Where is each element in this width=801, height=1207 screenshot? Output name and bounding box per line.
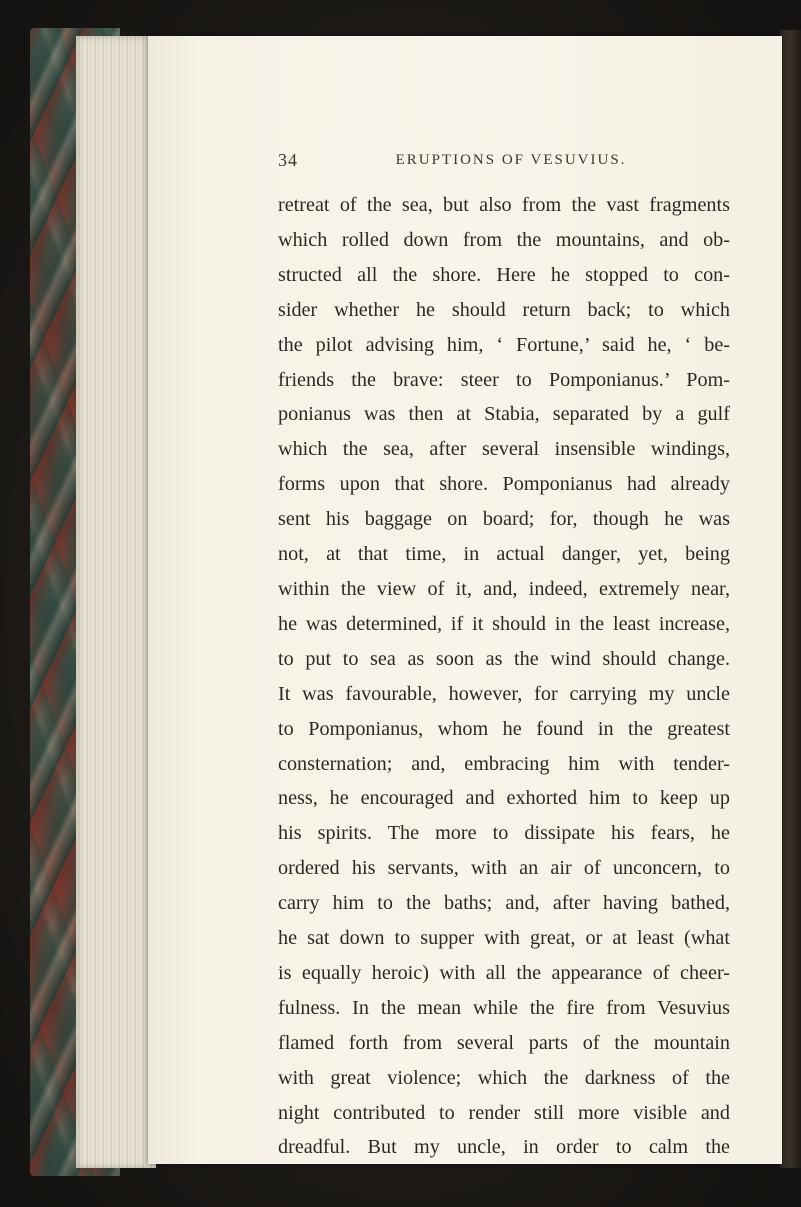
text-line: forms upon that shore. Pomponianus had already [278, 473, 730, 496]
text-line: within the view of it, and, indeed, extremely near, [278, 577, 730, 600]
text-line: retreat of the sea, but also from the vast fragments [278, 194, 730, 216]
running-head [278, 150, 730, 176]
text-line: consternation; and, embracing him with tender- [278, 752, 730, 775]
text-line: friends the brave: steer to Pomponianus.’ Pom- [278, 368, 730, 391]
text-line: fulness. In the mean while the fire from Vesuvius [278, 996, 730, 1019]
page-edges [76, 36, 156, 1168]
back-board [780, 30, 801, 1168]
book-page [148, 36, 782, 1164]
text-line: with great violence; which the darkness of the [278, 1066, 730, 1089]
text-line: not, at that time, in actual danger, yet, being [278, 543, 730, 566]
text-line: carry him to the baths; and, after having bathed, [278, 892, 730, 915]
text-line: dreadful. But my uncle, in order to calm the [278, 1136, 730, 1159]
text-line: which rolled down from the mountains, and ob- [278, 228, 730, 251]
text-line: sider whether he should return back; to which [278, 298, 730, 321]
text-line: his spirits. The more to dissipate his fears, he [278, 822, 730, 845]
text-line: ponianus was then at Stabia, separated by a gulf [278, 403, 730, 426]
text-line: ness, he encouraged and exhorted him to keep up [278, 787, 730, 810]
text-line: he was determined, if it should in the least increase, [278, 612, 730, 635]
text-line: which the sea, after several insensible windings, [278, 438, 730, 461]
text-line: is equally heroic) with all the appearance of cheer- [278, 961, 730, 984]
text-line: ordered his servants, with an air of unconcern, to [278, 857, 730, 880]
text-line: he sat down to supper with great, or at least (what [278, 927, 730, 950]
text-block [278, 150, 730, 1165]
text-line: night contributed to render still more visible and [278, 1101, 730, 1124]
running-head-title: ERUPTIONS OF VESUVIUS. [395, 152, 627, 168]
text-line: sent his baggage on board; for, though he was [278, 508, 730, 531]
text-line: to Pomponianus, whom he found in the greatest [278, 717, 730, 740]
text-line: flamed forth from several parts of the mountain [278, 1031, 730, 1054]
text-line: the pilot advising him, ‘ Fortune,’ said he, ‘ be- [278, 333, 730, 356]
text-line: structed all the shore. Here he stopped to con- [278, 263, 730, 286]
text-line: It was favourable, however, for carrying my uncle [278, 682, 730, 705]
page-number: 34 [278, 150, 298, 170]
body-text [278, 188, 730, 1165]
text-line: to put to sea as soon as the wind should change. [278, 647, 730, 670]
